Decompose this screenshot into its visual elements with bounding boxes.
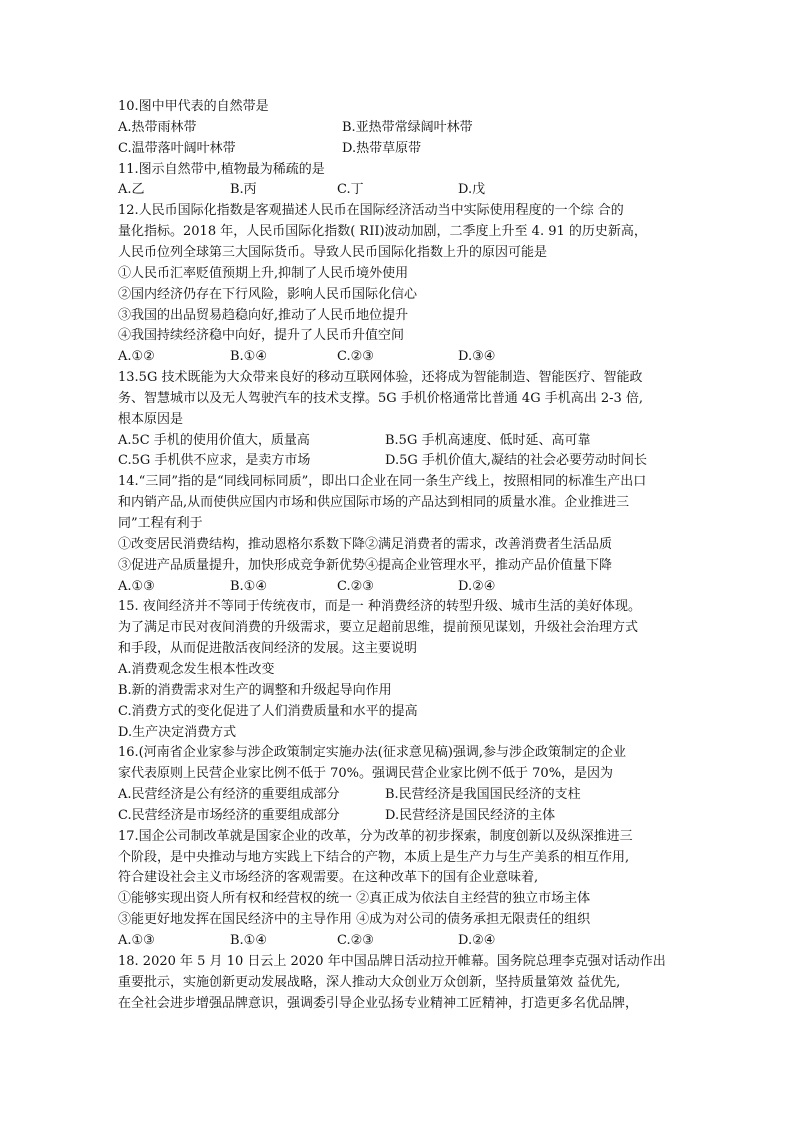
answer-option: D.民营经济是国民经济的主体 bbox=[385, 807, 556, 823]
answer-option: C.丁 bbox=[337, 182, 364, 198]
text-line: ④我国持续经济稳中向好，提升了人民币升值空间 bbox=[118, 328, 405, 344]
text-line: 根本原因是 bbox=[118, 411, 184, 427]
answer-option: A.①③ bbox=[118, 578, 155, 594]
answer-option: A.乙 bbox=[118, 182, 145, 198]
text-line: ②国内经济仍存在下行风险，影响人民币国际化信心 bbox=[118, 286, 418, 302]
text-line: C.消费方式的变化促进了人们消费质量和水平的提高 bbox=[118, 703, 418, 719]
answer-option: D.③④ bbox=[458, 349, 496, 365]
text-line: 18. 2020 年 5 月 10 日云上 2020 年中国品牌日活动拉开帷幕。国务院总理李克强对话动作出 bbox=[118, 953, 666, 969]
answer-option: A.①② bbox=[118, 349, 155, 365]
text-line: 和手段，从而促进散活夜间经济的发展。这主要说明 bbox=[118, 641, 418, 657]
answer-option: C.温带落叶阔叶林带 bbox=[118, 140, 236, 156]
answer-option: B.①④ bbox=[230, 578, 267, 594]
text-line: 14.“三同”指的是“同线同标同质”，即出口企业在同一条生产线上，按照相同的标准生产出口 bbox=[118, 474, 647, 490]
text-line: 12.人民币国际化指数是客观描述人民币在国际经济活动当中实际使用程度的一个综 合的 bbox=[118, 203, 624, 219]
text-line: 家代表原则上民营企业家比例不低于 70%。强调民营企业家比例不低于 70%，是因为 bbox=[118, 766, 614, 782]
answer-option: A.①③ bbox=[118, 933, 155, 948]
text-line: ①能够实现出资人所有权和经营权的统一 ②真正成为依法自主经营的独立市场主体 bbox=[118, 891, 591, 907]
answer-option: A.民营经济是公有经济的重要组成部分 bbox=[118, 787, 340, 803]
text-line: 同”工程有利于 bbox=[118, 516, 203, 531]
text-line: ③能更好地发挥在国民经济中的主导作用 ④成为对公司的债务承担无限责任的组织 bbox=[118, 912, 591, 928]
answer-option: D.热带草原带 bbox=[342, 140, 422, 156]
answer-option: B.5G 手机高速度、低时延、高可靠 bbox=[385, 432, 591, 448]
text-line: 符合建设社会主义市场经济的客观需要。在这种改革下的国有企业意味着, bbox=[118, 870, 539, 886]
text-line: 15. 夜间经济并不等同于传统夜市，而是一 种消费经济的转型升级、城市生活的美好体现。 bbox=[118, 599, 641, 615]
text-line: 在全社会进步增强品牌意识，强调委引导企业弘扬专业精神工匠精神，打造更多名优品牌， bbox=[118, 995, 639, 1011]
text-line: 个阶段，是中央推动与地方实践上下结合的产物，本质上是生产力与生产美系的相互作用, bbox=[118, 849, 630, 865]
text-line: D.生产决定消费方式 bbox=[118, 724, 237, 740]
text-line: B.新的消费需求对生产的调整和升级起导向作用 bbox=[118, 682, 392, 698]
answer-option: C.②③ bbox=[337, 349, 374, 365]
text-line: A.消费观念发生根本性改变 bbox=[118, 661, 275, 677]
answer-option: D.戊 bbox=[458, 182, 486, 198]
text-line: 重要批示，实施创新更动发展战略，深人推动大众创业万众创新，坚持质量第效 益优先, bbox=[118, 974, 621, 990]
answer-option: C.②③ bbox=[337, 578, 374, 594]
text-line: 量化指标。2018 年，人民币国际化指数( RII)波动加剧，二季度上升至 4. 91 的历史新高， bbox=[118, 224, 647, 240]
text-line: ①人民币汇率贬值预期上升,抑制了人民币境外使用 bbox=[118, 265, 409, 281]
text-line: 人民币位列全球第三大国际货币。导致人民币国际化指数上升的原因可能是 bbox=[118, 244, 548, 260]
answer-option: C.民营经济是市场经济的重要组成部分 bbox=[118, 807, 340, 823]
text-line: 10.图中甲代表的自然带是 bbox=[118, 99, 269, 114]
text-line: 和内销产品,从而使供应国内市场和供应国际市场的产品达到相同的质量水准。企业推进三 bbox=[118, 495, 630, 511]
answer-option: D.②④ bbox=[458, 933, 496, 948]
answer-option: C.②③ bbox=[337, 933, 374, 948]
answer-option: B.亚热带常绿阔叶林带 bbox=[342, 119, 473, 135]
text-line: 务、智慧城市以及无人驾驶汽车的技术支撑。5G 手机价格通常比普通 4G 手机高出 2-3 倍, bbox=[118, 390, 644, 406]
text-line: ①改变居民消费结构，推动恩格尔系数下降②满足消费者的需求，改善消费者生活品质 bbox=[118, 536, 613, 552]
answer-option: A.热带雨林带 bbox=[118, 119, 197, 135]
text-line: ③促进产品质量提升，加快形成竞争新优势④提高企业管理水平，推动产品价值量下降 bbox=[118, 557, 613, 573]
answer-option: D.②④ bbox=[458, 578, 496, 594]
text-line: 11.图示自然带中,植物最为稀疏的是 bbox=[118, 161, 325, 177]
text-line: 17.国企公司制改革就是国家企业的改革，分为改革的初步探索，制度创新以及纵深推进三 bbox=[118, 828, 633, 844]
text-line: 为了满足市民对夜间消费的升级需求，要立足超前思维，提前预见谋划，升级社会治理方式 bbox=[118, 620, 639, 636]
answer-option: B.①④ bbox=[230, 933, 267, 948]
answer-option: B.丙 bbox=[230, 182, 257, 198]
answer-option: A.5C 手机的使用价值大，质量高 bbox=[118, 432, 310, 448]
text-line: ③我国的出品贸易趋稳向好,推动了人民币地位提升 bbox=[118, 307, 409, 323]
answer-option: B.①④ bbox=[230, 349, 267, 365]
text-line: 16.(河南省企业家参与涉企政策制定实施办法(征求意见稿)强调,参与涉企政策制定的企业 bbox=[118, 745, 627, 761]
answer-option: D.5G 手机价值大,凝结的社会必要劳动时间长 bbox=[385, 453, 648, 469]
text-line: 13.5G 技术既能为大众带来良好的移动互联网体验，还将成为智能制造、智能医疗、智能政 bbox=[118, 370, 643, 386]
answer-option: C.5G 手机供不应求，是卖方市场 bbox=[118, 453, 311, 469]
answer-option: B.民营经济是我国国民经济的支柱 bbox=[385, 787, 581, 803]
